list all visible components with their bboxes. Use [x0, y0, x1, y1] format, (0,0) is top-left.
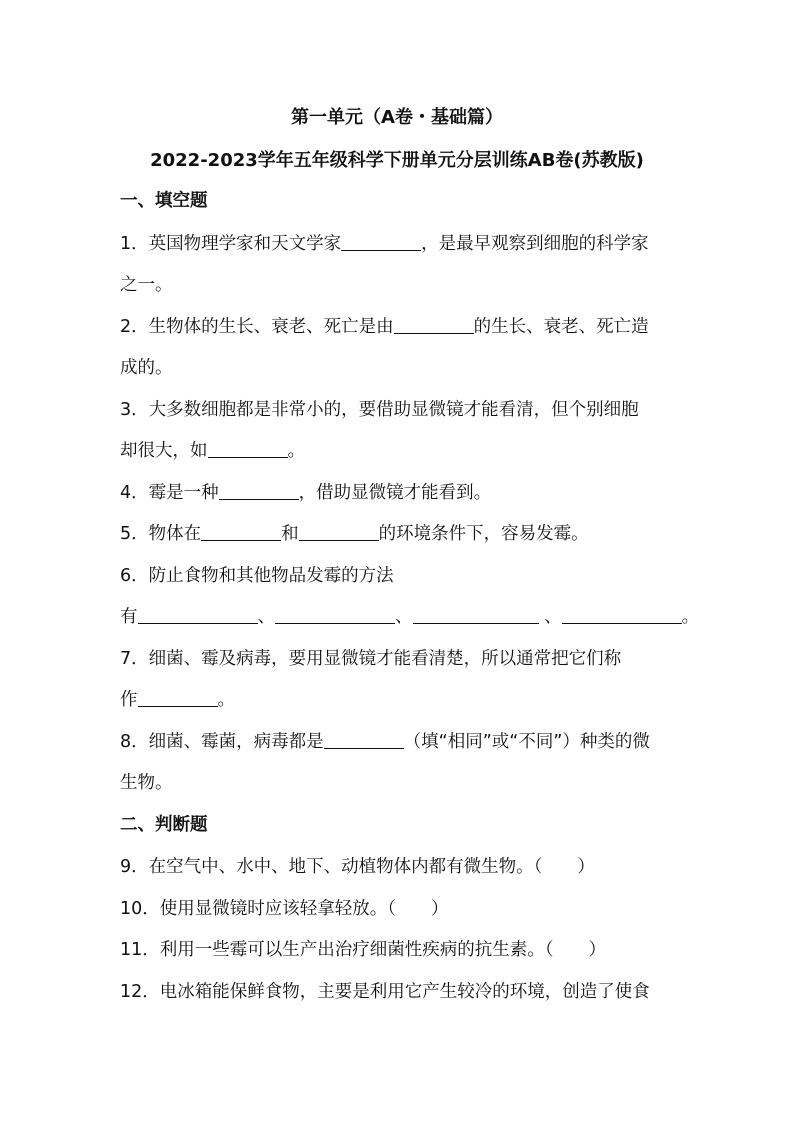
question-2-line-1 — [120, 315, 680, 339]
question-text: 。 — [287, 441, 305, 461]
question-text: （填“相同”或“不同”）种类的微 — [403, 732, 650, 752]
question-text: 、 — [257, 607, 275, 627]
question-text: 5．物体在 — [120, 524, 202, 544]
answer-blank[interactable] — [299, 522, 379, 541]
answer-blank[interactable] — [138, 605, 258, 624]
question-1-line-2 — [120, 273, 680, 297]
question-text: 7．细菌、霉及病毒，要用显微镜才能看清楚，所以通常把它们称 — [120, 649, 622, 669]
question-text: 有 — [120, 607, 138, 627]
question-text: 。 — [217, 690, 235, 710]
question-text: 却很大，如 — [120, 441, 208, 461]
question-10: 10．使用显微镜时应该轻拿轻放。（ ） — [120, 899, 449, 919]
answer-blank[interactable] — [275, 605, 395, 624]
question-text: ，借助显微镜才能看到。 — [298, 483, 492, 503]
question-text: 之一。 — [120, 275, 173, 295]
question-text: 6．防止食物和其他物品发霉的方法 — [120, 566, 394, 586]
question-text: 、 — [395, 607, 413, 627]
question-text: ，是最早观察到细胞的科学家 — [421, 234, 649, 254]
question-2-line-2 — [120, 356, 680, 380]
question-8-line-2 — [120, 771, 680, 795]
question-1-line-1 — [120, 232, 680, 256]
question-6-line-2 — [120, 605, 700, 629]
question-9: 9．在空气中、水中、地下、动植物体内都有微生物。（ ） — [120, 857, 595, 877]
unit-title: 第一单元（A卷・基础篇） — [291, 107, 503, 128]
question-text: 和 — [281, 524, 299, 544]
question-7-line-2 — [120, 688, 680, 712]
answer-blank[interactable] — [324, 730, 404, 749]
answer-blank[interactable] — [138, 688, 218, 707]
question-11: 11．利用一些霉可以生产出治疗细菌性疾病的抗生素。（ ） — [120, 940, 607, 960]
question-text: 。 — [681, 607, 700, 627]
question-3-line-1 — [120, 398, 680, 422]
question-6-line-1 — [120, 564, 680, 588]
question-8-line-1 — [120, 730, 680, 754]
question-text: 3．大多数细胞都是非常小的，要借助显微镜才能看清，但个别细胞 — [120, 400, 639, 420]
question-text: 的生长、衰老、死亡造 — [473, 317, 649, 337]
question-5 — [120, 522, 680, 546]
answer-blank[interactable] — [341, 232, 421, 251]
question-text: 2．生物体的生长、衰老、死亡是由 — [120, 317, 394, 337]
question-text: 生物。 — [120, 773, 173, 793]
question-text: 成的。 — [120, 358, 173, 378]
question-12: 12．电冰箱能保鲜食物，主要是利用它产生较冷的环境，创造了使食 — [120, 982, 650, 1002]
answer-blank[interactable] — [208, 439, 288, 458]
answer-blank[interactable] — [219, 481, 299, 500]
answer-blank[interactable] — [562, 605, 682, 624]
question-text: 8．细菌、霉菌，病毒都是 — [120, 732, 324, 752]
question-text: 、 — [538, 607, 562, 627]
answer-blank[interactable] — [413, 605, 539, 624]
question-text: 作 — [120, 690, 138, 710]
question-7-line-1 — [120, 647, 680, 671]
question-text: 的环境条件下，容易发霉。 — [378, 524, 589, 544]
section-heading-judge: 二、判断题 — [120, 815, 208, 835]
answer-blank[interactable] — [394, 315, 474, 334]
question-text: 4．霉是一种 — [120, 483, 219, 503]
question-4 — [120, 481, 680, 505]
question-3-line-2 — [120, 439, 680, 463]
question-text: 1．英国物理学家和天文学家 — [120, 234, 342, 254]
series-title: 2022-2023学年五年级科学下册单元分层训练AB卷(苏教版) — [150, 150, 644, 171]
section-heading-fill: 一、填空题 — [120, 191, 208, 211]
answer-blank[interactable] — [201, 522, 281, 541]
